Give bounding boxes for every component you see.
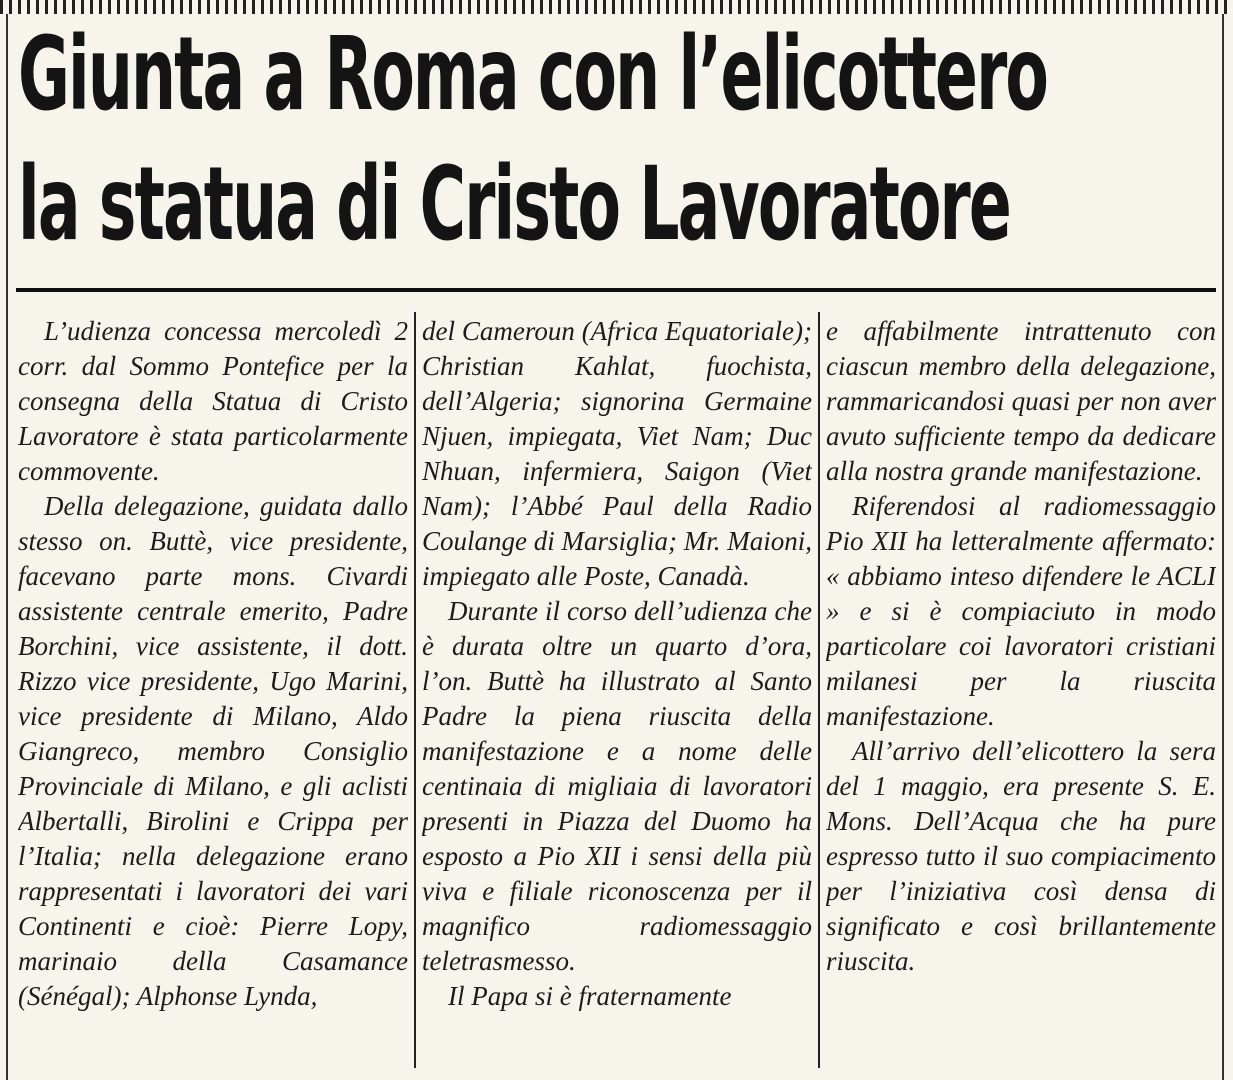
paragraph: e affabilmente intrattenuto con ciascun membro della delegazione, rammaricandosi quasi per non aver avuto sufficiente tempo da dedicare alla nostra grande manifestazione.: [826, 316, 1216, 486]
paragraph: Il Papa si è fraternamente: [448, 981, 732, 1011]
paragraph: del Cameroun (Africa Equatoriale); Christian Kahlat, fuochista, dell’Algeria; signorina Germaine Njuen, impiegata, Viet Nam; Duc Nhuan, infermiera, Saigon (Viet Nam); l’Abbé Paul della Radio Coulange di Marsiglia; Mr. Maioni, impiegato alle Poste, Canadà.: [422, 316, 812, 591]
paragraph: All’arrivo dell’elicottero la sera del 1 maggio, era presente S. E. Mons. Dell’Acqua che ha pure espresso tutto il suo compiacimento per l’iniziativa così densa di significato e così brillantemente riuscita.: [826, 736, 1216, 976]
paragraph: Durante il corso dell’udienza che è durata oltre un quarto d’ora, l’on. Buttè ha illustrato al Santo Padre la piena riuscita della manifestazione e a nome delle centinaia di migliaia di lavoratori presenti in Piazza del Duomo ha esposto a Pio XII i sensi della più viva e filiale riconoscenza per il magnifico radiomessaggio teletrasmesso.: [422, 596, 812, 976]
paragraph: Riferendosi al radiomessaggio Pio XII ha letteralmente affermato: « abbiamo inteso difendere le ACLI » e si è compiaciuto in modo particolare coi lavoratori cristiani milanesi per la riuscita manifestazione.: [826, 491, 1216, 731]
headline-line-1: Giunta a Roma con l’elicottero: [18, 15, 1048, 134]
right-column-edge: [1222, 14, 1233, 1080]
column-separator: [818, 312, 820, 1068]
text-column-3: [826, 314, 1216, 1066]
paragraph: Della delegazione, guidata dallo stesso on. Buttè, vice presidente, facevano parte mons. Civardi assistente centrale emerito, Padre Borchini, vice assistente, il dott. Rizzo vice presidente, Ugo Marini, vice presidente di Milano, Aldo Giangreco, membro Consiglio Provinciale di Milano, e gli aclisti Albertalli, Birolini e Crippa per l’Italia; nella delegazione erano rappresentati i lavoratori dei vari Continenti e cioè: Pierre Lopy, marinaio della Casamance (Sénégal); Alphonse Lynda,: [18, 491, 408, 1011]
text-column-2: [422, 314, 812, 1066]
column-separator: [414, 312, 416, 1068]
left-column-edge: [0, 14, 8, 1080]
top-border-rule: [0, 0, 1233, 14]
paragraph: L’udienza concessa mercoledì 2 corr. dal Sommo Pontefice per la consegna della Statua di Cristo Lavoratore è stata particolarmente commovente.: [18, 316, 408, 486]
text-column-1: [18, 314, 408, 1066]
headline-rule: [16, 288, 1216, 292]
headline-line-2: la statua di Cristo Lavoratore: [18, 145, 1010, 264]
